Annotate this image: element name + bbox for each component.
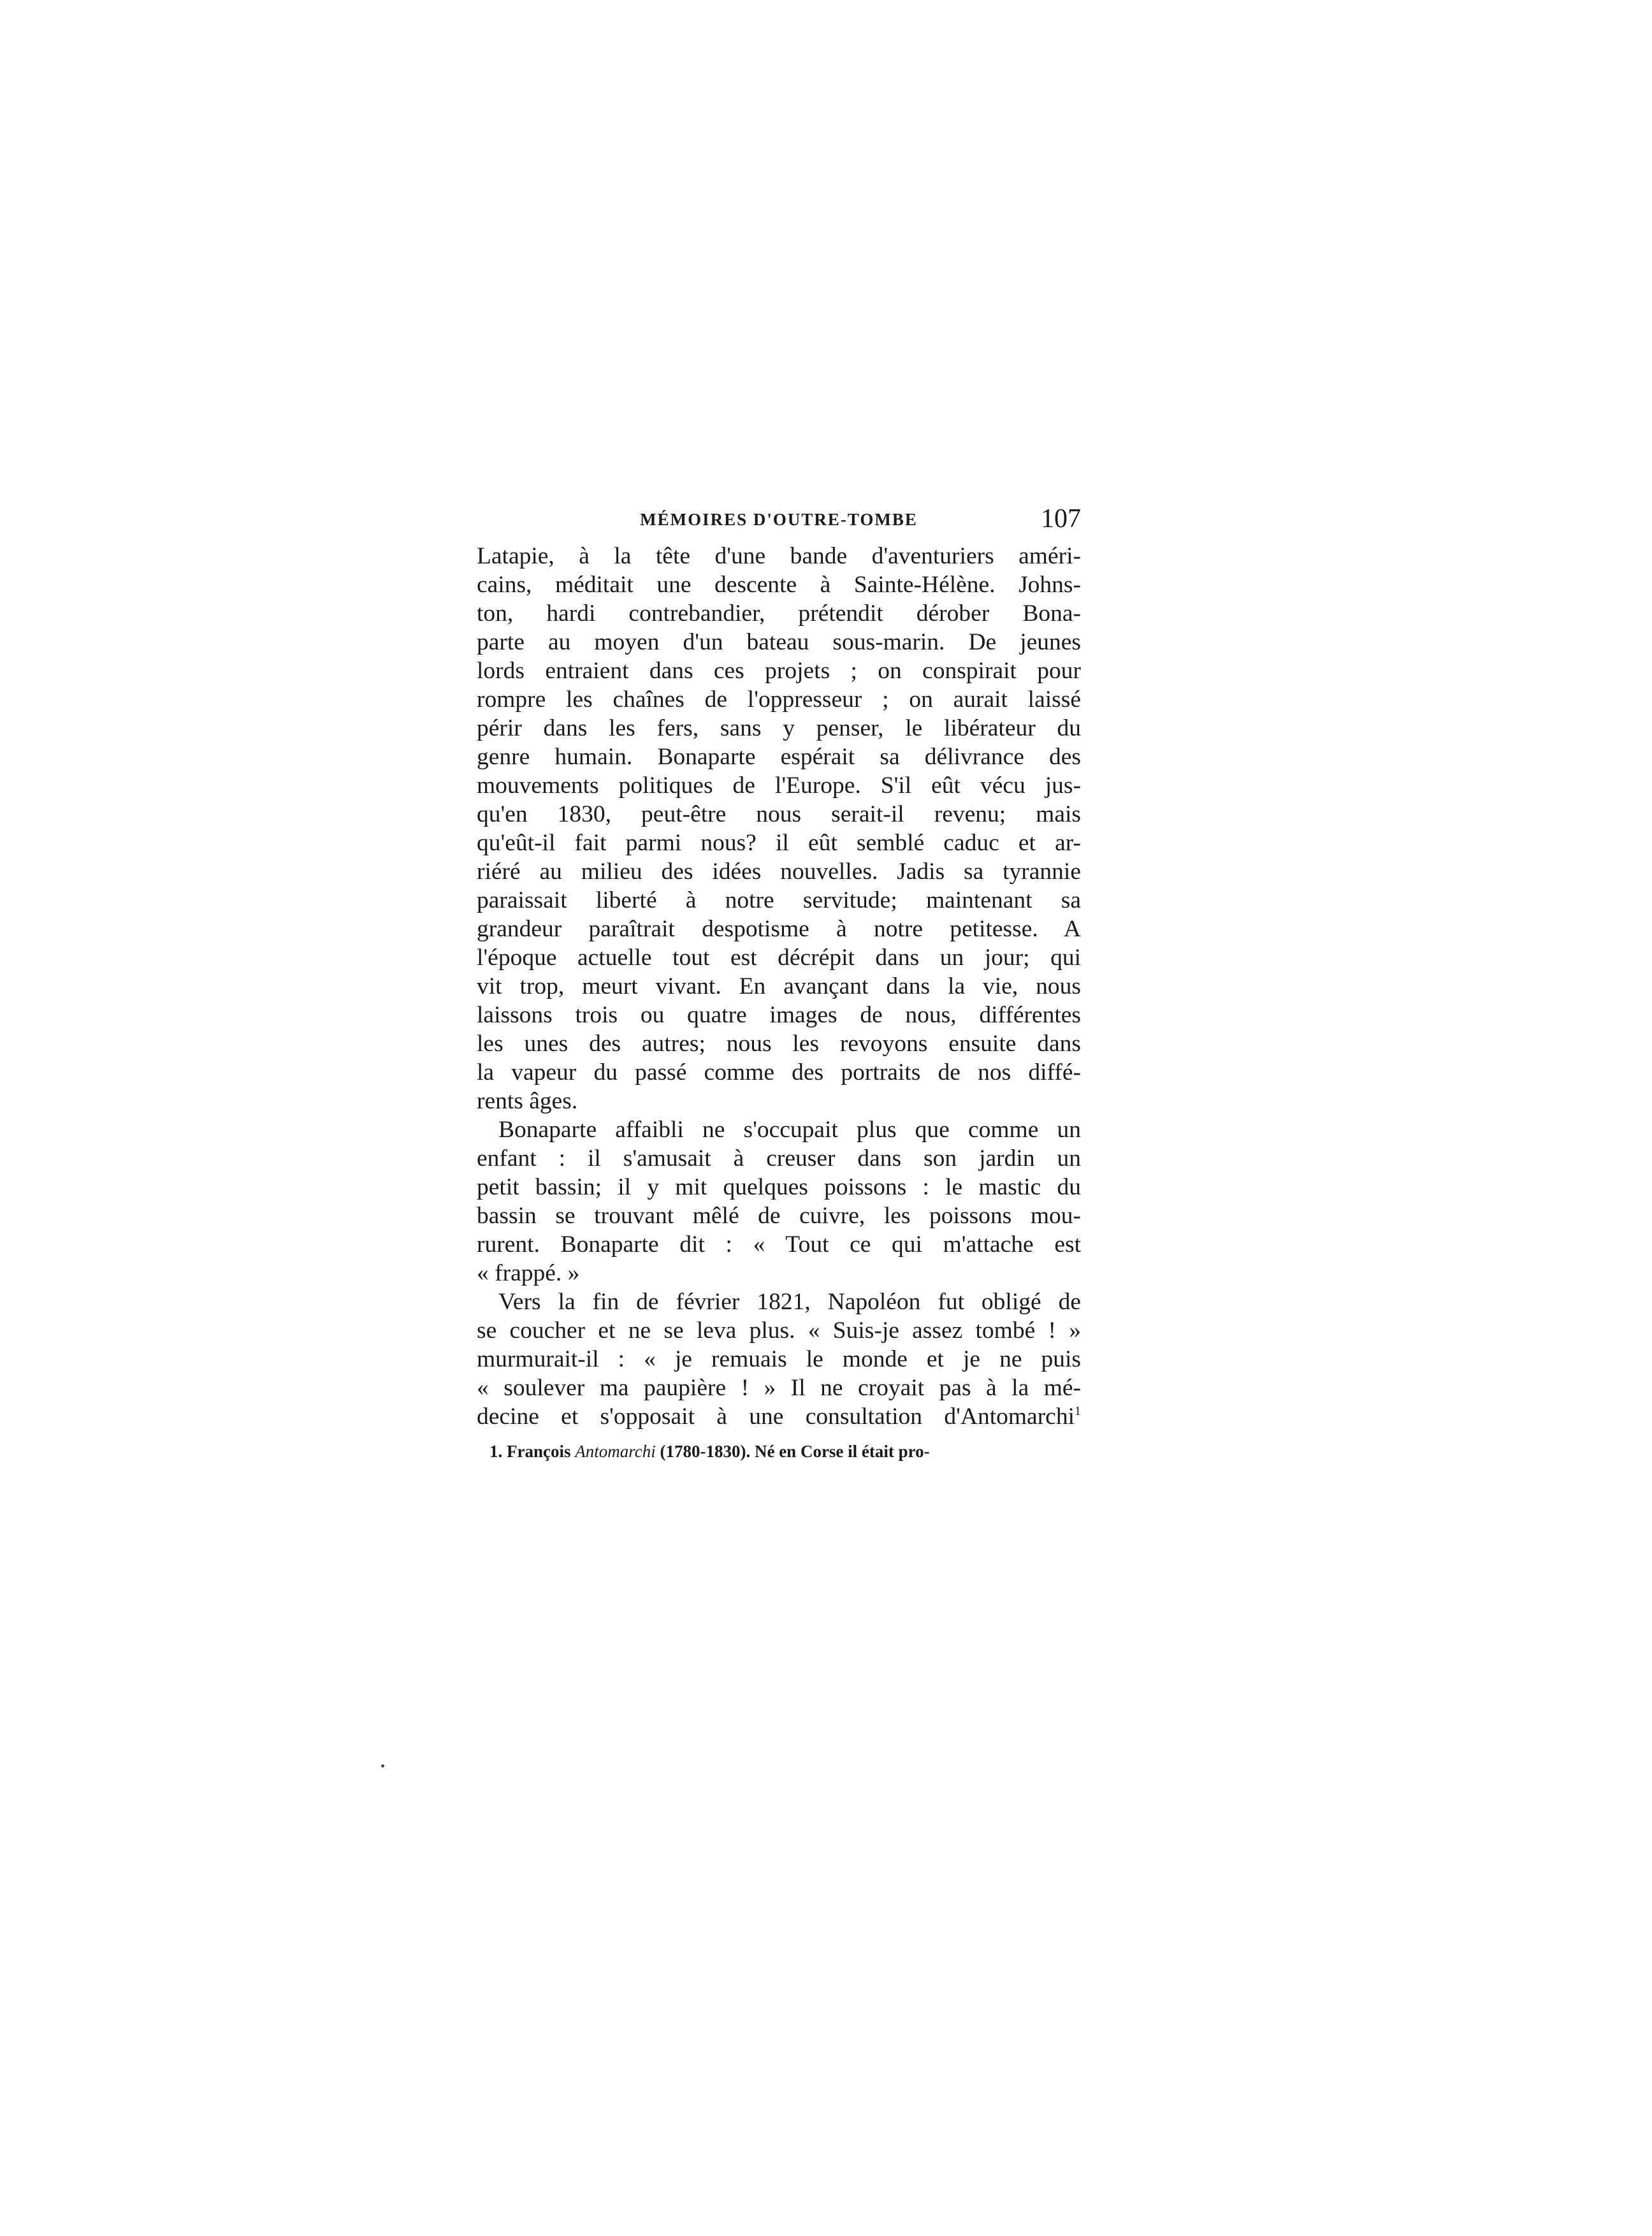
text-line-with-note bbox=[477, 1402, 1081, 1431]
text-line: rurent. Bonaparte dit : « Tout ce qui m'attache est bbox=[477, 1231, 1081, 1258]
text-line: petit bassin; il y mit quelques poissons : le mastic du bbox=[477, 1174, 1081, 1200]
text-line: Latapie, à la tête d'une bande d'aventuriers améri- bbox=[477, 543, 1081, 569]
text-line: murmurait-il : « je remuais le monde et je ne puis bbox=[477, 1346, 1081, 1372]
running-head bbox=[477, 504, 1081, 542]
footnote bbox=[477, 1440, 1081, 1463]
text-line: mouvements politiques de l'Europe. S'il eût vécu jus- bbox=[477, 773, 1081, 799]
text-line: la vapeur du passé comme des portraits de nos diffé- bbox=[477, 1059, 1081, 1085]
text-line: l'époque actuelle tout est décrépit dans un jour; qui bbox=[477, 945, 1081, 971]
text-line: Vers la fin de février 1821, Napoléon fut obligé de bbox=[498, 1289, 1081, 1315]
text-line: riéré au milieu des idées nouvelles. Jadis sa tyrannie bbox=[477, 859, 1081, 885]
text-line-content: decine et s'opposait à une consultation d'Antomarchi bbox=[477, 1404, 1075, 1430]
paragraph-3 bbox=[477, 1288, 1081, 1431]
page-text-block bbox=[477, 504, 1081, 1463]
text-line: lords entraient dans ces projets ; on conspirait pour bbox=[477, 658, 1081, 684]
text-line: bassin se trouvant mêlé de cuivre, les poissons mou- bbox=[477, 1203, 1081, 1229]
text-line: « frappé. » bbox=[477, 1260, 580, 1286]
scan-speck bbox=[381, 1764, 384, 1768]
text-line: rents âges. bbox=[477, 1088, 578, 1114]
footnote-number: 1. bbox=[489, 1442, 503, 1461]
footnote-name: Antomarchi bbox=[575, 1442, 656, 1461]
running-title: MÉMOIRES D'OUTRE-TOMBE bbox=[640, 510, 918, 529]
text-line: ton, hardi contrebandier, prétendit dérober Bona- bbox=[477, 600, 1081, 627]
text-line: « soulever ma paupière ! » Il ne croyait pas à la mé- bbox=[477, 1375, 1081, 1401]
footnote-rest: (1780-1830). Né en Corse il était pro- bbox=[660, 1442, 930, 1461]
text-line: qu'eût-il fait parmi nous? il eût semblé caduc et ar- bbox=[477, 830, 1081, 856]
text-line: paraissait liberté à notre servitude; maintenant sa bbox=[477, 887, 1081, 913]
page-number: 107 bbox=[1041, 504, 1081, 534]
text-line: se coucher et ne se leva plus. « Suis-je assez tombé ! » bbox=[477, 1318, 1081, 1344]
paragraph-2 bbox=[477, 1115, 1081, 1288]
text-line: qu'en 1830, peut-être nous serait-il revenu; mais bbox=[477, 801, 1081, 827]
text-line: grandeur paraîtrait despotisme à notre petitesse. A bbox=[477, 916, 1081, 942]
paragraph-1 bbox=[477, 542, 1081, 1115]
text-line: cains, méditait une descente à Sainte-Hélène. Johns- bbox=[477, 572, 1081, 598]
text-line: enfant : il s'amusait à creuser dans son jardin un bbox=[477, 1145, 1081, 1172]
text-line: les unes des autres; nous les revoyons ensuite dans bbox=[477, 1031, 1081, 1057]
text-line: vit trop, meurt vivant. En avançant dans la vie, nous bbox=[477, 973, 1081, 999]
text-line: Bonaparte affaibli ne s'occupait plus que comme un bbox=[498, 1117, 1081, 1143]
text-line: parte au moyen d'un bateau sous-marin. De jeunes bbox=[477, 629, 1081, 655]
text-line: genre humain. Bonaparte espérait sa délivrance des bbox=[477, 744, 1081, 770]
text-line: rompre les chaînes de l'oppresseur ; on aurait laissé bbox=[477, 686, 1081, 713]
footnote-marker: 1 bbox=[1075, 1404, 1081, 1418]
footnote-prefix: François bbox=[507, 1442, 571, 1461]
text-line: périr dans les fers, sans y penser, le libérateur du bbox=[477, 715, 1081, 741]
text-line: laissons trois ou quatre images de nous, différentes bbox=[477, 1002, 1081, 1028]
